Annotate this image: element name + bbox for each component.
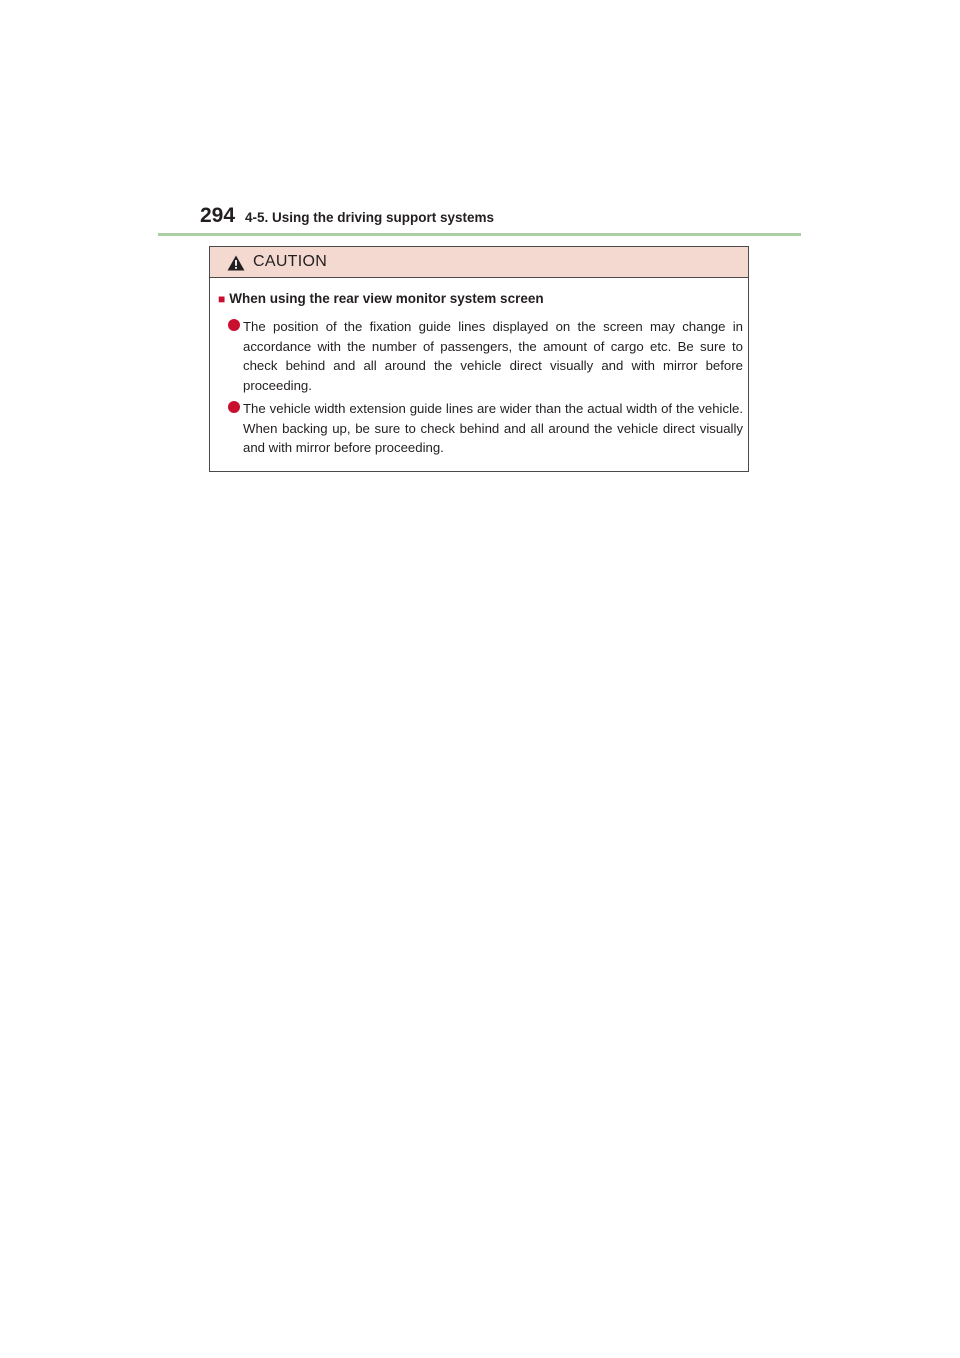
caution-subheading — [218, 291, 544, 307]
caution-item-text: The position of the fixation guide lines displayed on the screen may change in accordance with the number of passengers, the amount of cargo etc. Be sure to check behind and all around the vehicle direct visually and with mirror before proceeding. — [243, 319, 743, 393]
warning-triangle-icon — [227, 255, 245, 271]
caution-item-text: The vehicle width extension guide lines are wider than the actual width of the vehicle. When backing up, be sure to check behind and all around the vehicle direct visually and with mirror before proceeding. — [243, 401, 743, 455]
caution-box — [209, 246, 749, 472]
square-bullet-icon: ■ — [218, 292, 226, 306]
header-divider — [158, 233, 801, 236]
bullet-dot-icon — [228, 319, 240, 331]
caution-header — [210, 247, 748, 278]
page-number: 294 — [200, 204, 236, 227]
bullet-dot-icon — [228, 401, 240, 413]
caution-subheading-text: When using the rear view monitor system screen — [229, 291, 544, 306]
section-title: 4-5. Using the driving support systems — [245, 210, 495, 225]
page-header — [200, 205, 800, 229]
caution-title: CAUTION — [253, 253, 328, 270]
